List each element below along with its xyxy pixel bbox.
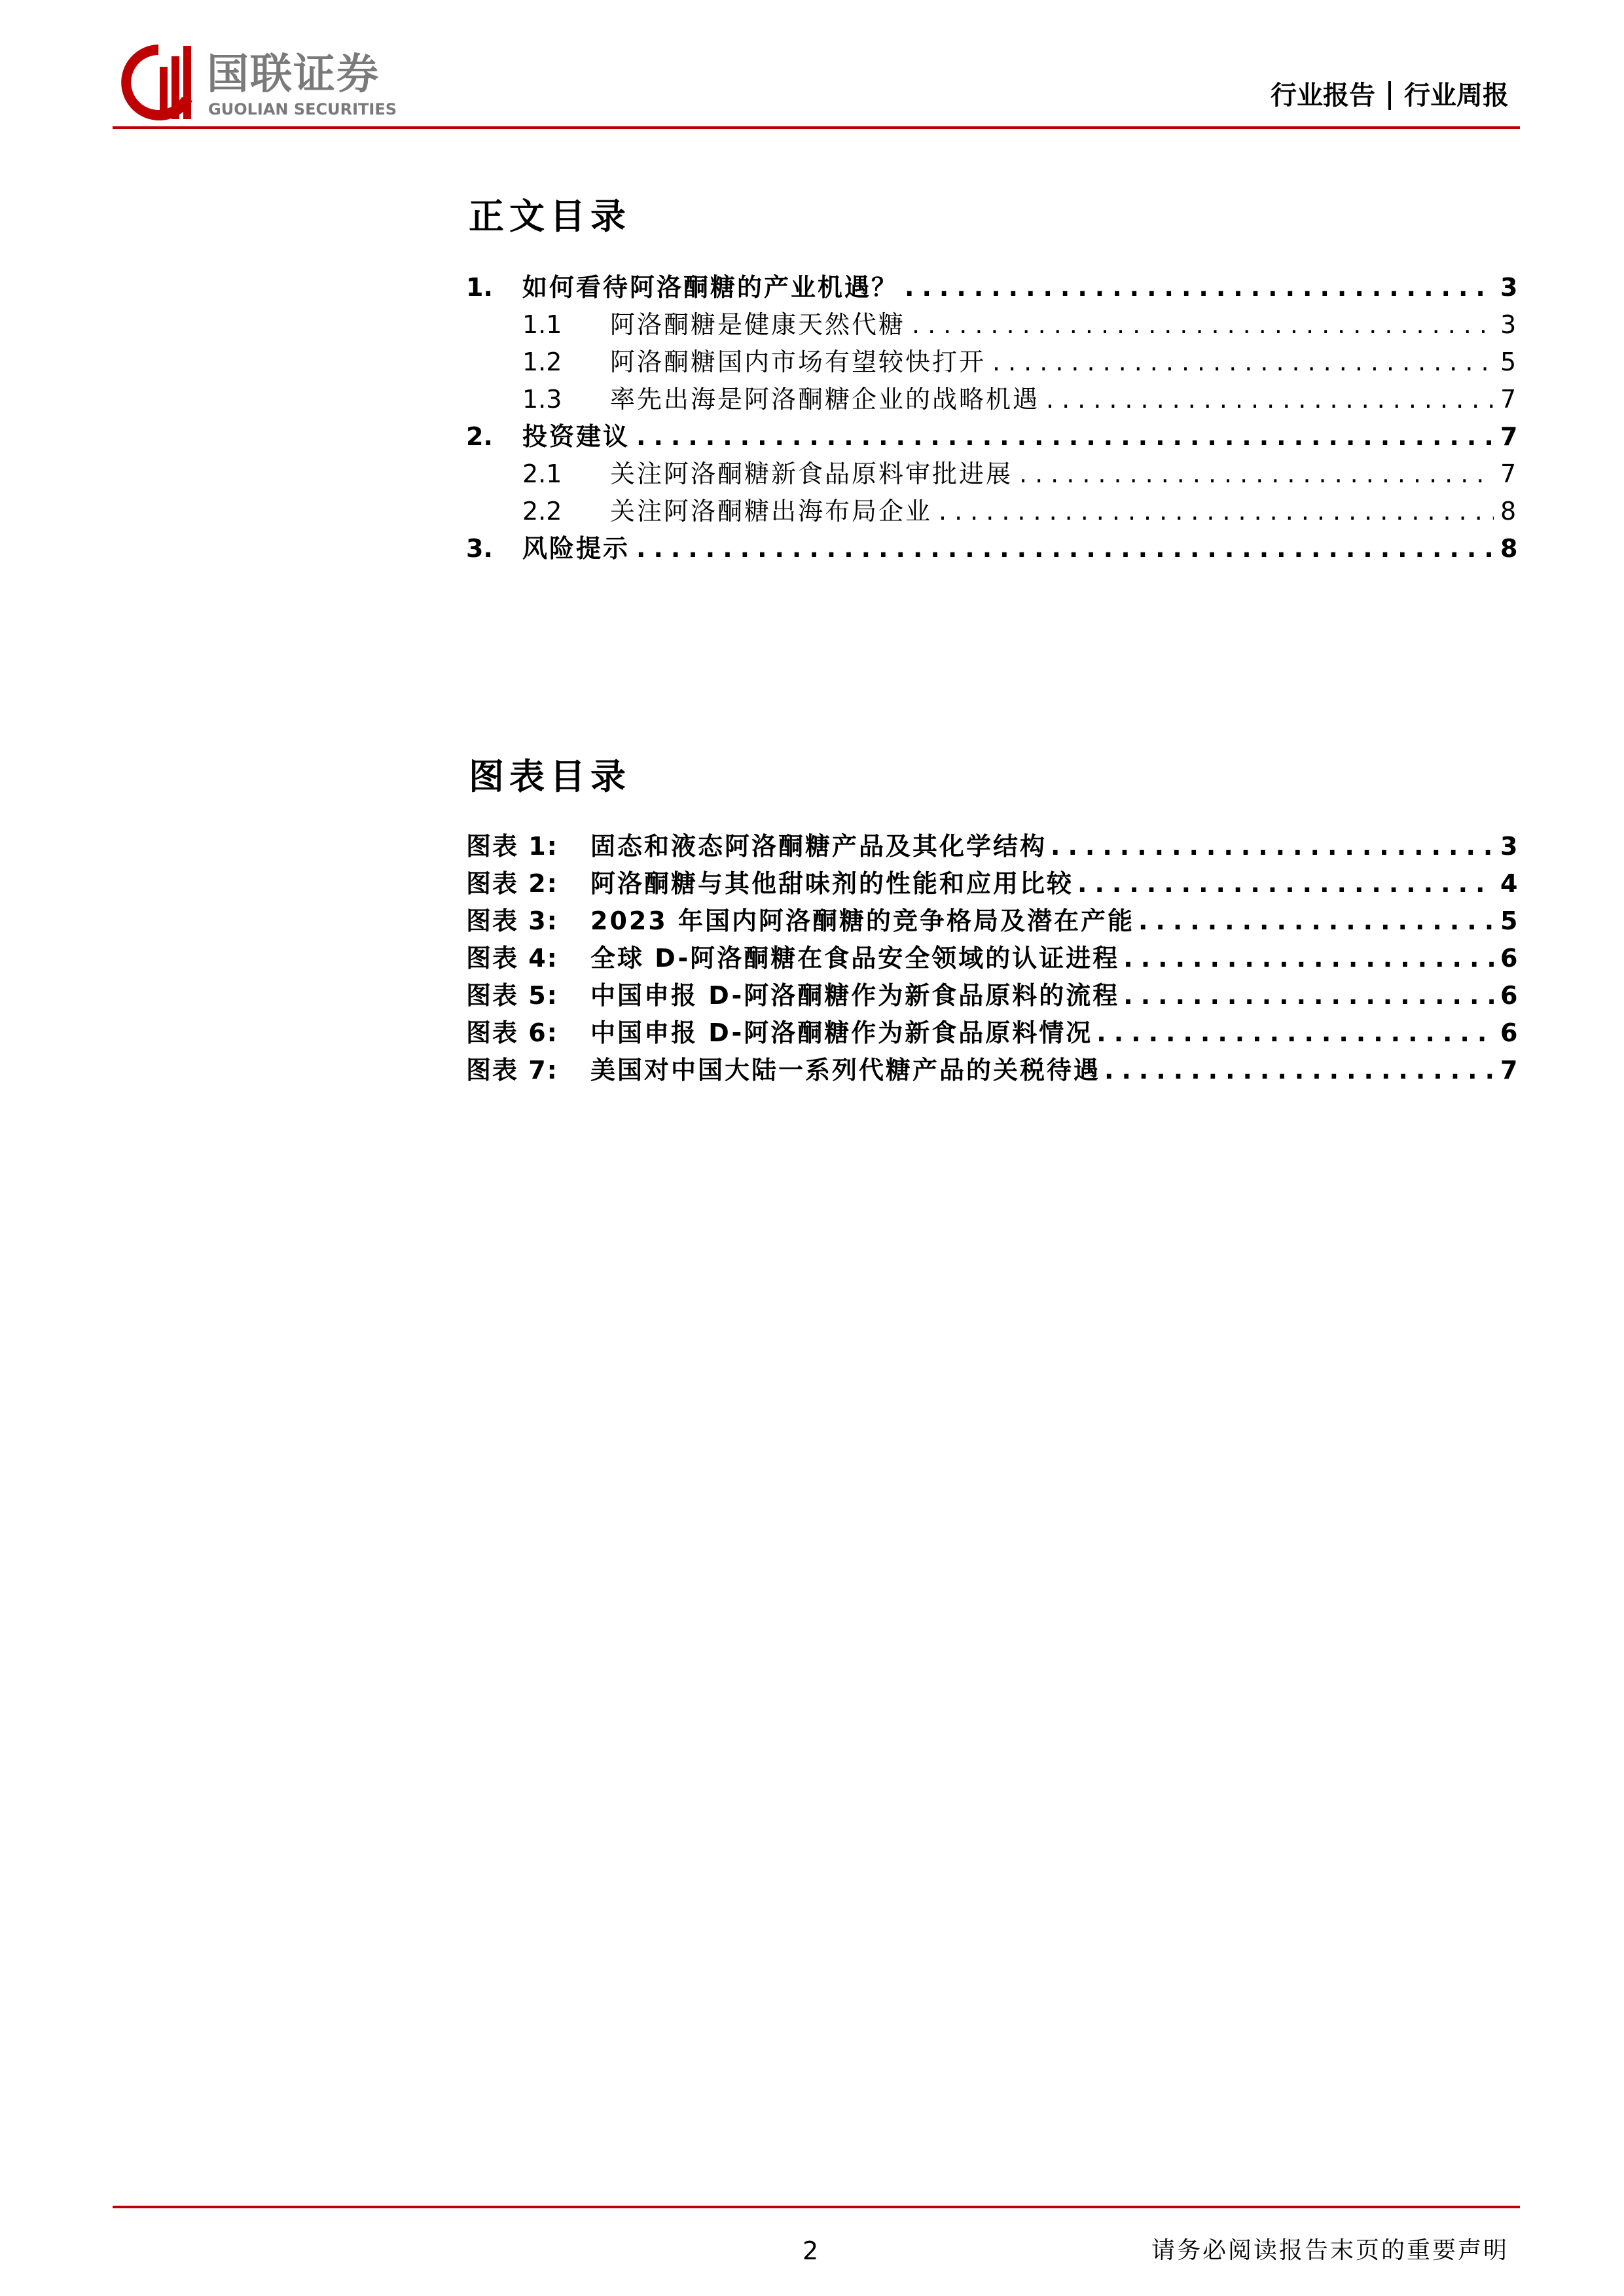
disclaimer-note: 请务必阅读报告末页的重要声明 — [1151, 2237, 1509, 2264]
figure-item-text: 固态和液态阿洛酮糖产品及其化学结构 — [590, 831, 1047, 861]
toc-leader — [1123, 979, 1494, 1012]
toc-item-text: 阿洛酮糖是健康天然代糖 — [610, 310, 906, 339]
figure-item-number: 图表 1: — [466, 831, 558, 861]
toc-item-number: 2.1 — [522, 459, 562, 488]
toc-leader — [939, 495, 1494, 528]
toc-item-page: 3 — [1500, 310, 1517, 339]
toc-item-number: 1.3 — [522, 384, 562, 414]
toc-item[interactable] — [466, 418, 1516, 455]
toc-title: 正文目录 — [469, 196, 631, 237]
toc-item[interactable] — [466, 492, 1516, 529]
page-number: 2 — [803, 2236, 819, 2265]
footer-rule — [113, 2206, 1520, 2208]
toc-leader — [636, 420, 1494, 453]
figure-item[interactable] — [466, 1014, 1516, 1051]
figure-item-text: 全球 D-阿洛酮糖在食品安全领域的认证进程 — [590, 943, 1120, 973]
toc-item-number: 3. — [466, 533, 493, 563]
figures-title: 图表目录 — [469, 756, 631, 797]
logo-mark-icon — [119, 41, 198, 124]
figure-item[interactable] — [466, 865, 1516, 902]
figure-item-number: 图表 2: — [466, 869, 558, 898]
header-rule — [113, 126, 1520, 129]
figure-item[interactable] — [466, 977, 1516, 1014]
figure-item[interactable] — [466, 939, 1516, 977]
toc-leader — [1046, 383, 1494, 416]
toc-item-page: 5 — [1500, 347, 1517, 376]
toc-leader — [636, 532, 1494, 565]
figure-item-number: 图表 3: — [466, 906, 558, 935]
toc-item-number: 2. — [466, 422, 493, 451]
toc-leader — [1051, 830, 1494, 863]
logo-cn-text: 国联证券 — [207, 50, 380, 99]
figure-item-page: 4 — [1500, 869, 1518, 898]
toc-item-number: 1. — [466, 272, 493, 302]
report-category — [1271, 77, 1509, 114]
toc-leader — [912, 308, 1494, 341]
report-subtype: 行业周报 — [1404, 81, 1509, 111]
figure-item-text: 中国申报 D-阿洛酮糖作为新食品原料情况 — [590, 1018, 1093, 1047]
toc-leader — [1096, 1016, 1494, 1049]
figure-item-number: 图表 4: — [466, 943, 558, 973]
toc-leader — [1138, 905, 1494, 937]
toc-item-page: 8 — [1500, 496, 1517, 526]
toc-leader — [992, 346, 1494, 378]
toc-leader — [1123, 942, 1494, 975]
toc-leader — [1077, 867, 1494, 900]
toc-item[interactable] — [466, 380, 1516, 418]
toc-item-page: 7 — [1500, 459, 1517, 488]
figure-item-page: 5 — [1500, 906, 1518, 935]
toc-item-number: 1.1 — [522, 310, 562, 339]
figure-item-page: 6 — [1500, 1018, 1518, 1047]
figure-item-number: 图表 5: — [466, 980, 558, 1010]
toc-item[interactable] — [466, 306, 1516, 343]
figure-item-number: 图表 6: — [466, 1018, 558, 1047]
toc-item-text: 关注阿洛酮糖出海布局企业 — [610, 496, 933, 526]
figure-item-text: 阿洛酮糖与其他甜味剂的性能和应用比较 — [590, 869, 1074, 898]
toc-item-number: 1.2 — [522, 347, 562, 376]
logo-en-text: GUOLIAN SECURITIES — [208, 100, 397, 118]
figure-item[interactable] — [466, 827, 1516, 865]
figure-item-text: 2023 年国内阿洛酮糖的竞争格局及潜在产能 — [590, 906, 1134, 935]
toc-item-text: 阿洛酮糖国内市场有望较快打开 — [610, 347, 986, 376]
toc-item[interactable] — [466, 455, 1516, 492]
toc-leader — [1104, 1054, 1494, 1086]
toc-leader — [1019, 457, 1494, 490]
company-logo — [119, 41, 433, 126]
toc-item-text: 投资建议 — [522, 422, 630, 451]
header-separator — [1388, 81, 1391, 110]
figures-list — [466, 827, 1516, 1088]
toc-item[interactable] — [466, 343, 1516, 380]
toc-item[interactable] — [466, 268, 1516, 306]
toc-item-page: 7 — [1500, 422, 1518, 451]
figure-item-page: 7 — [1500, 1055, 1518, 1085]
figure-item-page: 6 — [1500, 943, 1518, 973]
figure-item-page: 6 — [1500, 980, 1518, 1010]
figure-item-number: 图表 7: — [466, 1055, 558, 1085]
toc-item-page: 3 — [1500, 272, 1518, 302]
toc-item-text: 如何看待阿洛酮糖的产业机遇？ — [522, 272, 899, 302]
figure-item-text: 中国申报 D-阿洛酮糖作为新食品原料的流程 — [590, 980, 1120, 1010]
toc-item-page: 8 — [1500, 533, 1518, 563]
toc-item-page: 7 — [1500, 384, 1517, 414]
toc-item[interactable] — [466, 529, 1516, 567]
toc-item-number: 2.2 — [522, 496, 562, 526]
toc-leader — [905, 271, 1494, 304]
toc-item-text: 风险提示 — [522, 533, 630, 563]
toc-item-text: 关注阿洛酮糖新食品原料审批进展 — [610, 459, 1013, 488]
toc-item-text: 率先出海是阿洛酮糖企业的战略机遇 — [610, 384, 1040, 414]
figure-item-text: 美国对中国大陆一系列代糖产品的关税待遇 — [590, 1055, 1101, 1085]
figure-item-page: 3 — [1500, 831, 1518, 861]
report-type: 行业报告 — [1271, 81, 1375, 111]
figure-item[interactable] — [466, 1051, 1516, 1088]
toc-list — [466, 268, 1516, 567]
figure-item[interactable] — [466, 902, 1516, 939]
